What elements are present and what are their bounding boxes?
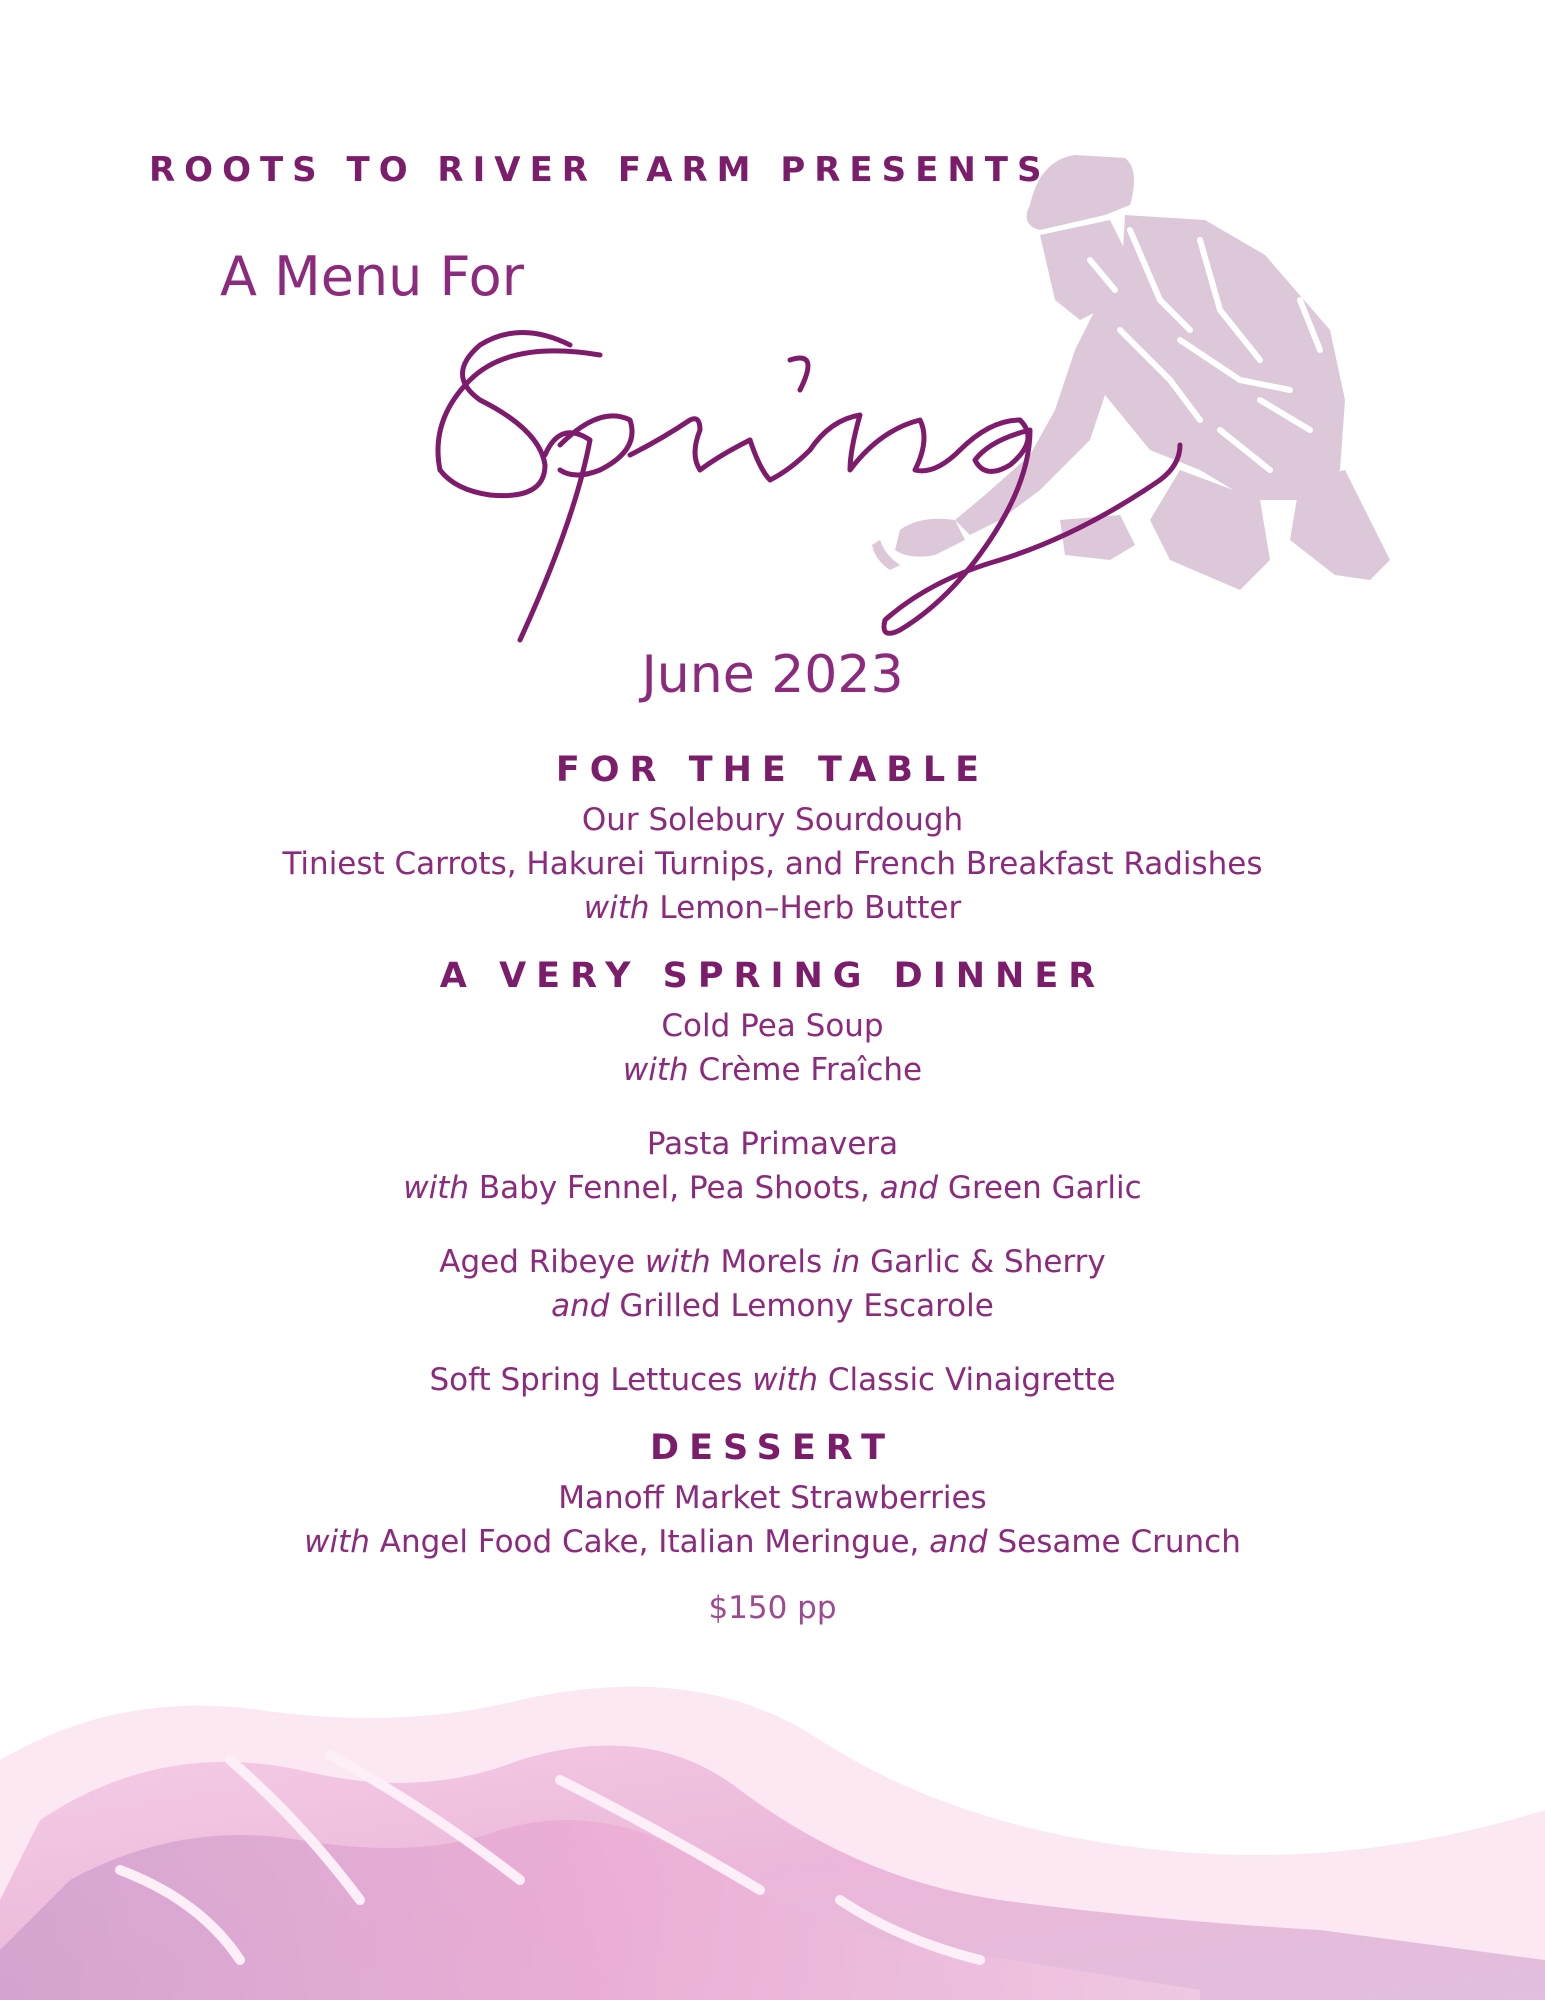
- event-date: June 2023: [641, 645, 904, 705]
- italic-word: and: [929, 1524, 988, 1560]
- menu-line: Our Solebury Sourdough: [581, 802, 964, 838]
- italic-word: with: [644, 1244, 711, 1280]
- price-per-person: $150 pp: [708, 1590, 837, 1626]
- section-title-spring-dinner: A VERY SPRING DINNER: [439, 956, 1106, 996]
- italic-word: in: [832, 1244, 861, 1280]
- line-text: Green Garlic: [938, 1170, 1142, 1206]
- italic-word: with: [622, 1052, 689, 1088]
- italic-word: and: [551, 1288, 610, 1324]
- italic-word: and: [879, 1170, 939, 1206]
- menu-line: Tiniest Carrots, Hakurei Turnips, and French Breakfast Radishes: [282, 846, 1263, 882]
- menu-line: [0, 1048, 1545, 1092]
- italic-word: with: [752, 1362, 819, 1398]
- menu-content: [0, 742, 1545, 1630]
- menu-line: [0, 1166, 1545, 1210]
- line-text: Soft Spring Lettuces: [429, 1362, 753, 1398]
- line-text: Lemon–Herb Butter: [649, 890, 962, 926]
- italic-word: with: [304, 1524, 370, 1560]
- presenter-heading: ROOTS TO RIVER FARM PRESENTS: [149, 150, 1051, 190]
- line-text: Classic Vinaigrette: [818, 1362, 1116, 1398]
- menu-line: Cold Pea Soup: [661, 1008, 884, 1044]
- menu-line: [0, 1240, 1545, 1284]
- line-text: Garlic & Sherry: [860, 1244, 1106, 1280]
- menu-line: [0, 1358, 1545, 1402]
- line-text: Angel Food Cake, Italian Meringue,: [369, 1524, 930, 1560]
- menu-line: Manoff Market Strawberries: [558, 1480, 987, 1516]
- menu-line: Pasta Primavera: [646, 1126, 899, 1162]
- line-text: Crème Fraîche: [688, 1052, 923, 1088]
- line-text: Aged Ribeye: [439, 1244, 645, 1280]
- menu-for-heading: A Menu For: [220, 245, 524, 308]
- menu-line: [0, 886, 1545, 930]
- menu-line: [0, 1284, 1545, 1328]
- menu-line: [0, 1520, 1545, 1564]
- italic-word: with: [583, 890, 650, 926]
- italic-word: with: [403, 1170, 470, 1206]
- section-title-for-the-table: FOR THE TABLE: [555, 750, 990, 790]
- section-title-dessert: DESSERT: [650, 1428, 895, 1468]
- line-text: Morels: [710, 1244, 833, 1280]
- line-text: Sesame Crunch: [987, 1524, 1241, 1560]
- line-text: Grilled Lemony Escarole: [609, 1288, 994, 1324]
- line-text: Baby Fennel, Pea Shoots,: [469, 1170, 880, 1206]
